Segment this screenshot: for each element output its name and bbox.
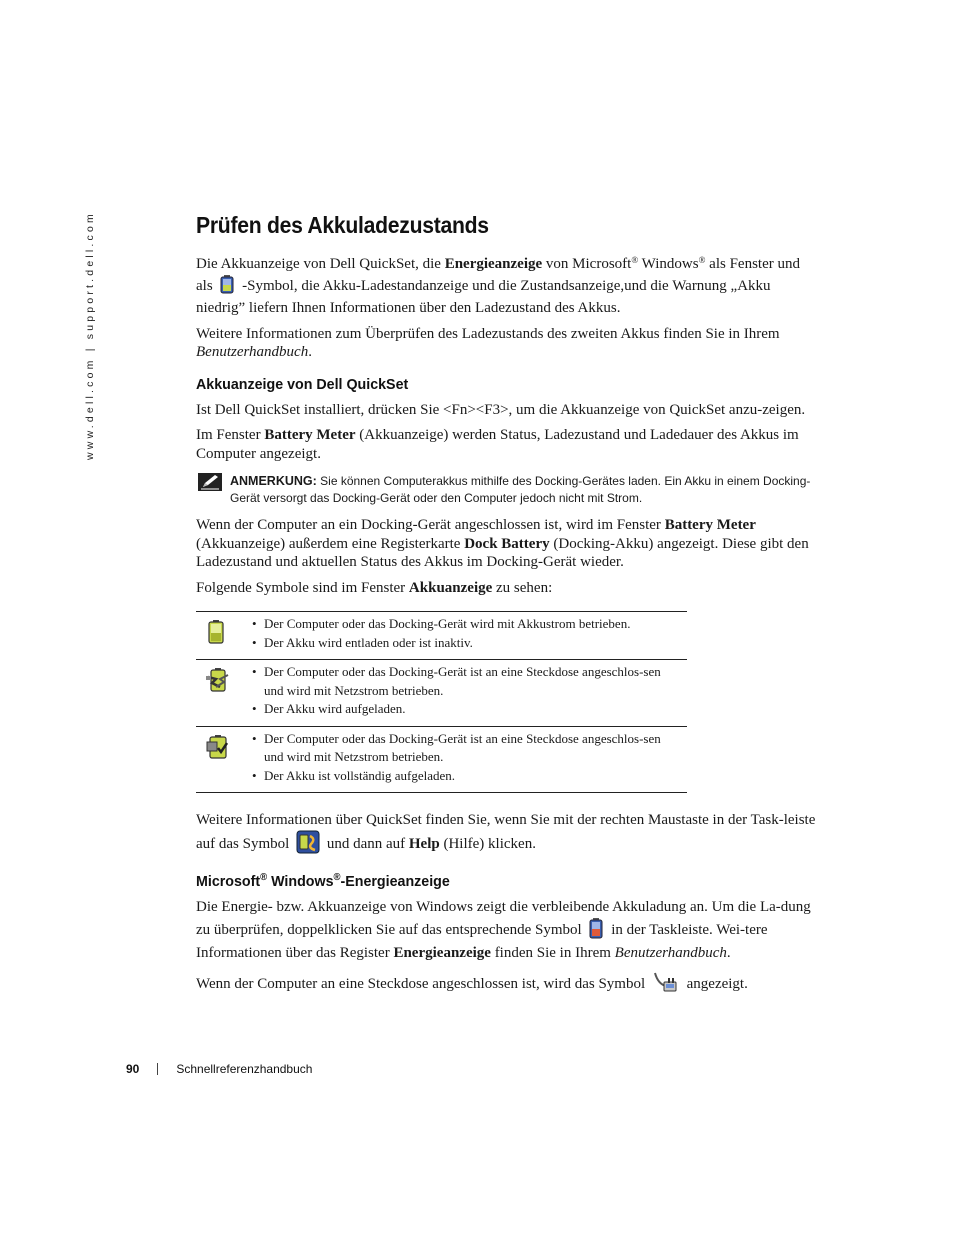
note-box bbox=[196, 473, 818, 507]
note-text: Sie können Computerakkus mithilfe des Docking-Gerätes laden. Ein Akku in einem Docking-Gerät versorgt das Docking-Gerät oder den Computer jedoch nicht mit Strom. bbox=[230, 474, 811, 505]
intro-paragraph-2: Weitere Informationen zum Überprüfen des Ladezustands des zweiten Akkus finden Sie in Ihrem Benutzerhandbuch. bbox=[196, 325, 780, 360]
table-row bbox=[196, 660, 687, 727]
power-plug-icon bbox=[652, 970, 680, 1000]
windows-paragraph-2: Wenn der Computer an eine Steckdose angeschlossen ist, wird das Symbol angezeigt. bbox=[196, 970, 818, 1000]
battery-tray-icon bbox=[219, 274, 235, 300]
quickset-paragraph-4: Folgende Symbole sind im Fenster Akkuanzeige zu sehen: bbox=[196, 579, 553, 596]
battery-full-icon bbox=[206, 747, 230, 764]
section-heading-quickset: Akkuanzeige von Dell QuickSet bbox=[196, 375, 409, 393]
pencil-note-icon bbox=[198, 473, 222, 496]
list-item: • Der Akku wird entladen oder ist inaktiv. bbox=[250, 634, 687, 653]
quickset-paragraph-3: Wenn der Computer an ein Docking-Gerät angeschlossen ist, wird im Fenster Battery Meter (Akkuanzeige) außerdem eine Registerkarte Dock Battery (Docking-Akku) angezeigt. Diese gibt den Ladezustand und aktuellen Status des Akkus im Docking-Gerät wieder. bbox=[196, 517, 809, 570]
intro-paragraph-1: Die Akkuanzeige von Dell QuickSet, die Energieanzeige von Microsoft® Windows® als Fenster und als -Symbol, die Akku-Ladestandanzeige und die Zustandsanzeige,und die Warnung „Akku niedrig” liefern Ihnen Informationen über den Ladezustand des Akkus. bbox=[196, 255, 800, 316]
battery-discharging-icon bbox=[206, 632, 226, 649]
page-footer bbox=[126, 1062, 312, 1076]
list-item: • Der Computer oder das Docking-Gerät wird mit Akkustrom betrieben. bbox=[250, 615, 687, 634]
windows-paragraph-1: Die Energie- bzw. Akkuanzeige von Windows zeigt die verbleibende Akkuladung an. Um die La-dung zu überprüfen, doppelklicken Sie auf das entsprechende Symbol in der Taskleiste. Wei-tere Informationen über das Register Energieanzeige finden Sie in Ihrem Benutzerhandbuch. bbox=[196, 899, 811, 961]
battery-tray-icon bbox=[588, 917, 604, 945]
page-content bbox=[196, 212, 818, 1006]
list-item: • Der Akku ist vollständig aufgeladen. bbox=[250, 767, 687, 786]
quickset-paragraph-2: Im Fenster Battery Meter (Akkuanzeige) werden Status, Ladezustand und Ladedauer des Akkus im Computer angezeigt. bbox=[196, 427, 799, 462]
list-item: • Der Computer oder das Docking-Gerät ist an eine Steckdose angeschlos-sen und wird mit Netzstrom betrieben. bbox=[250, 663, 687, 700]
side-url: www.dell.com | support.dell.com bbox=[84, 211, 96, 460]
list-item: • Der Akku wird aufgeladen. bbox=[250, 700, 687, 719]
battery-charging-icon bbox=[206, 680, 230, 697]
footer-title: Schnellreferenzhandbuch bbox=[176, 1062, 313, 1076]
table-row bbox=[196, 612, 687, 660]
note-label: ANMERKUNG: bbox=[230, 474, 317, 488]
quickset-tray-icon bbox=[296, 830, 320, 860]
page-title: Prüfen des Akkuladezustands bbox=[196, 212, 489, 238]
list-item: • Der Computer oder das Docking-Gerät ist an eine Steckdose angeschlos-sen und wird mit Netzstrom betrieben. bbox=[250, 730, 687, 767]
quickset-paragraph-1: Ist Dell QuickSet installiert, drücken Sie <Fn><F3>, um die Akkuanzeige von QuickSet anzu-zeigen. bbox=[196, 401, 806, 418]
section-heading-windows-power-meter: Microsoft® Windows®-Energieanzeige bbox=[196, 872, 450, 890]
quickset-help-paragraph: Weitere Informationen über QuickSet finden Sie, wenn Sie mit der rechten Maustaste in der Task-leiste auf das Symbol und dann auf Help (Hilfe) klicken. bbox=[196, 811, 818, 859]
symbols-table bbox=[196, 611, 687, 793]
table-row bbox=[196, 726, 687, 793]
footer-divider bbox=[157, 1063, 158, 1075]
page-number: 90 bbox=[126, 1062, 140, 1076]
